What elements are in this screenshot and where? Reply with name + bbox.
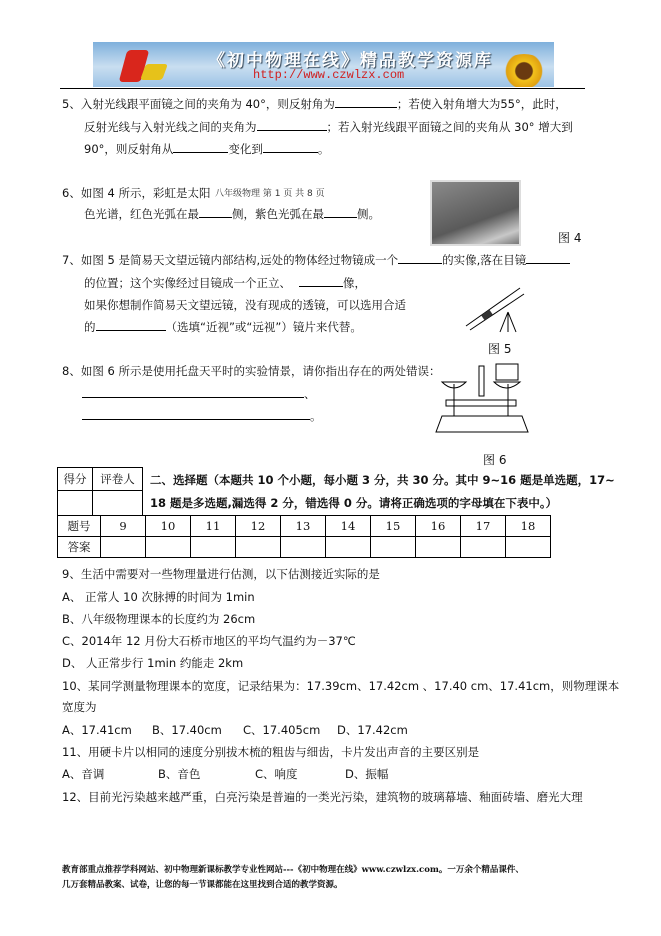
question-number: 12	[236, 516, 281, 537]
answer-blank[interactable]	[299, 276, 343, 287]
q7-line2	[84, 275, 366, 291]
answer-cell[interactable]	[101, 537, 146, 558]
q10-stem-cont: 宽度为	[62, 700, 97, 714]
question-number: 9	[101, 516, 146, 537]
answer-cell[interactable]	[371, 537, 416, 558]
q8-blank2-row	[82, 408, 322, 424]
table-row	[58, 537, 551, 558]
answer-table	[57, 515, 551, 558]
answer-blank[interactable]	[263, 142, 318, 153]
text: 侧，紫色光弧在最	[232, 207, 324, 221]
text: 色光谱，红色光弧在最	[84, 207, 199, 221]
q9-option-c: C、2014年 12 月份大石桥市地区的平均气温约为－37℃	[62, 634, 356, 648]
q11-option-a: A、音调	[62, 767, 105, 781]
question-number: 14	[326, 516, 371, 537]
q7-line3: 如果你想制作简易天文望远镜，没有现成的透镜，可以选用合适	[84, 298, 406, 312]
grader-label: 评卷人	[93, 468, 143, 491]
answer-blank[interactable]	[173, 142, 228, 153]
grader-cell[interactable]	[93, 491, 143, 516]
text: （选填“近视”或“远视”）镜片来代替。	[165, 320, 362, 334]
q10-option-d: D、17.42cm	[337, 723, 408, 737]
q10-option-c: C、17.405cm	[243, 723, 321, 737]
answer-cell[interactable]	[236, 537, 281, 558]
figure-5-caption: 图 5	[488, 342, 512, 356]
text: ；若使入射角增大为55°，此时，	[396, 97, 567, 111]
text: 的位置；这个实像经过目镜成一个正立、	[84, 276, 291, 290]
question-number: 15	[371, 516, 416, 537]
q11-option-c: C、响度	[255, 767, 298, 781]
q10-stem: 10、某同学测量物理课本的宽度，记录结果为：17.39cm、17.42cm 、17.40 cm、17.41cm，则物理课本	[62, 679, 620, 693]
figure-6-caption: 图 6	[483, 453, 507, 467]
answer-blank[interactable]	[526, 253, 570, 264]
text: 变化到	[228, 142, 263, 156]
text: 、	[304, 387, 316, 401]
q6-line1: 6、如图 4 所示，彩虹是太阳	[62, 186, 211, 200]
q11-option-d: D、振幅	[345, 767, 389, 781]
text: 5、入射光线跟平面镜之间的夹角为 40°，则反射角为	[62, 97, 335, 111]
q11-option-b: B、音色	[158, 767, 201, 781]
score-cell[interactable]	[58, 491, 93, 516]
row-label: 题号	[58, 516, 101, 537]
question-number: 11	[191, 516, 236, 537]
text: 7、如图 5 是简易天文望远镜内部结构,远处的物体经过物镜成一个	[62, 253, 399, 267]
answer-cell[interactable]	[506, 537, 551, 558]
q6-overlay-text: 八年级物理 第 1 页 共 8 页	[215, 189, 325, 199]
telescope-diagram	[458, 282, 528, 334]
q12-stem: 12、目前光污染越来越严重，白亮污染是普遍的一类光污染，建筑物的玻璃幕墙、釉面砖墙、磨光大理	[62, 790, 583, 804]
header-rule	[60, 88, 585, 89]
question-number: 16	[416, 516, 461, 537]
text: 90°，则反射角从	[84, 142, 174, 156]
q10-option-a: A、17.41cm	[62, 723, 132, 737]
question-number: 10	[146, 516, 191, 537]
score-label: 得分	[58, 468, 93, 491]
q11-stem: 11、用硬卡片以相同的速度分别拔木梳的粗齿与细齿，卡片发出声音的主要区别是	[62, 745, 480, 759]
question-number: 17	[461, 516, 506, 537]
answer-cell[interactable]	[146, 537, 191, 558]
banner-title: 《初中物理在线》精品教学资源库	[208, 51, 493, 71]
table-row	[58, 516, 551, 537]
answer-cell[interactable]	[326, 537, 371, 558]
text: 。	[317, 142, 330, 156]
text: 。	[310, 409, 322, 423]
answer-blank[interactable]	[335, 97, 397, 108]
answer-cell[interactable]	[416, 537, 461, 558]
q5-line3	[84, 141, 329, 157]
answer-blank[interactable]	[324, 207, 357, 218]
answer-blank[interactable]	[82, 387, 304, 398]
answer-blank[interactable]	[199, 207, 232, 218]
text: 像，	[343, 276, 366, 290]
balance-diagram	[432, 360, 532, 440]
q9-option-d: D、 人正常步行 1min 约能走 2km	[62, 656, 244, 670]
sunflower-image	[500, 54, 548, 87]
answer-cell[interactable]	[191, 537, 236, 558]
answer-cell[interactable]	[461, 537, 506, 558]
section2-heading-line2: 18 题是多选题,漏选得 2 分，错选得 0 分。请将正确选项的字母填在下表中。）	[150, 496, 558, 510]
section2-heading-line1: 二、选择题（本题共 10 个小题，每小题 3 分，共 30 分。其中 9~16 题是单选题，17~	[150, 473, 615, 487]
q6-line2	[84, 206, 380, 222]
answer-blank[interactable]	[398, 253, 442, 264]
question-number: 18	[506, 516, 551, 537]
text: 反射光线与入射光线之间的夹角为	[84, 120, 257, 134]
rainbow-photo	[430, 180, 521, 246]
figure-4-caption: 图 4	[558, 231, 582, 245]
q9-option-b: B、八年级物理课本的长度约为 26cm	[62, 612, 256, 626]
q7-line1	[62, 252, 570, 268]
footer-line1: 教育部重点推荐学科网站、初中物理新课标教学专业性网站---《初中物理在线》www.czwlzx.com。一万余个精品课件、	[62, 865, 524, 875]
text: 侧。	[357, 207, 380, 221]
question-number: 13	[281, 516, 326, 537]
header-banner	[93, 42, 554, 87]
banner-url: http://www.czwlzx.com	[253, 68, 405, 82]
answer-cell[interactable]	[281, 537, 326, 558]
score-box	[57, 467, 143, 516]
q5-line2	[84, 119, 573, 135]
q7-line4	[84, 319, 362, 335]
answer-blank[interactable]	[257, 120, 327, 131]
answer-blank[interactable]	[82, 409, 310, 420]
text: ；若入射光线跟平面镜之间的夹角从 30° 增大到	[326, 120, 573, 134]
q10-option-b: B、17.40cm	[152, 723, 222, 737]
q9-stem: 9、生活中需要对一些物理量进行估测，以下估测接近实际的是	[62, 567, 380, 581]
q5-line1	[62, 96, 567, 112]
q8-blank1-row	[82, 386, 316, 402]
row-label: 答案	[58, 537, 101, 558]
text: 的	[84, 320, 96, 334]
q9-option-a: A、 正常人 10 次脉搏的时间为 1min	[62, 590, 255, 604]
text: 的实像,落在目镜	[442, 253, 527, 267]
answer-blank[interactable]	[96, 320, 166, 331]
footer-line2: 几万套精品教案、试卷，让您的每一节课都能在这里找到合适的教学资源。	[62, 880, 343, 890]
q8-line1: 8、如图 6 所示是使用托盘天平时的实验情景，请你指出存在的两处错误：	[62, 364, 441, 378]
logo-icon-secondary	[140, 64, 168, 80]
